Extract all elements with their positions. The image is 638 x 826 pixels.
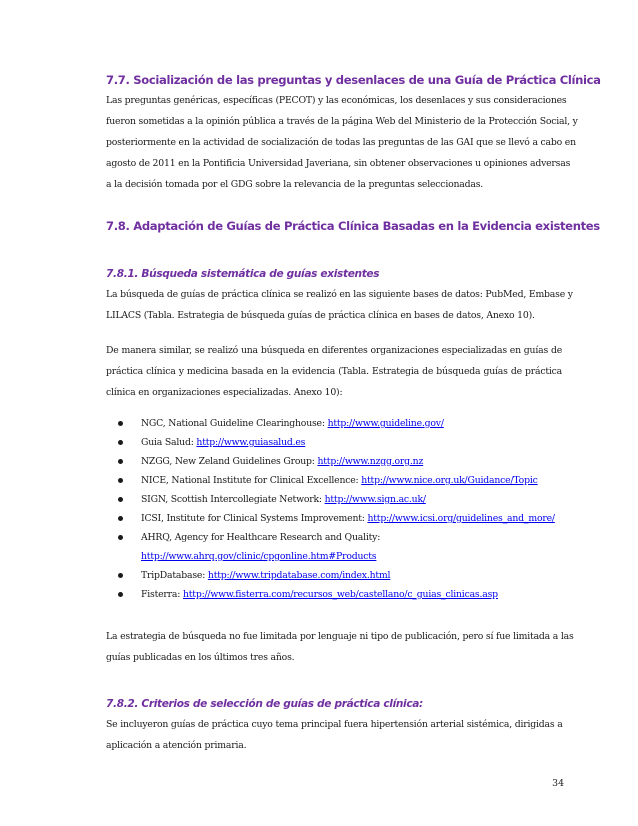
page-number: 34 xyxy=(552,778,564,789)
list-item xyxy=(106,471,566,490)
list-item xyxy=(106,566,566,585)
list-item xyxy=(106,509,566,528)
text-line: clínica en organizaciones especializadas. Anexo 10): xyxy=(106,387,343,398)
source-label: NZGG, New Zeland Guidelines Group: xyxy=(141,456,318,467)
list-item xyxy=(106,528,566,566)
source-label: TripDatabase: xyxy=(141,570,208,581)
source-link[interactable]: http://www.guiasalud.es xyxy=(196,437,306,448)
source-label: ICSI, Institute for Clinical Systems Improvement: xyxy=(141,513,368,524)
source-link[interactable]: http://www.icsi.org/guidelines_and_more/ xyxy=(367,513,555,524)
bullet-icon xyxy=(118,516,123,521)
list-item xyxy=(106,452,566,471)
source-label: Fisterra: xyxy=(141,589,183,600)
text-line: aplicación a atención primaria. xyxy=(106,740,247,751)
bullet-icon xyxy=(118,497,123,502)
source-link[interactable]: http://www.nzgg.org.nz xyxy=(317,456,424,467)
bullet-icon xyxy=(118,592,123,597)
heading-7-8: 7.8. Adaptación de Guías de Práctica Clínica Basadas en la Evidencia existentes xyxy=(106,219,600,233)
text-line: a la decisión tomada por el GDG sobre la relevancia de la preguntas seleccionadas. xyxy=(106,179,484,190)
bullet-icon xyxy=(118,535,123,540)
paragraph-7-8-1-c xyxy=(106,626,574,668)
heading-7-8-2: 7.8.2. Criterios de selección de guías de práctica clínica: xyxy=(106,698,423,710)
source-link[interactable]: http://www.nice.org.uk/Guidance/Topic xyxy=(361,475,538,486)
guideline-sources-list xyxy=(106,414,566,604)
text-line: La búsqueda de guías de práctica clínica se realizó en las siguiente bases de datos: PubMed, Embase y xyxy=(106,289,573,300)
text-line: Las preguntas genéricas, específicas (PECOT) y las económicas, los desenlaces y sus consideraciones xyxy=(106,95,567,106)
source-link[interactable]: http://www.tripdatabase.com/index.html xyxy=(207,570,391,581)
source-label: NICE, National Institute for Clinical Excellence: xyxy=(141,475,362,486)
source-label: NGC, National Guideline Clearinghouse: xyxy=(141,418,328,429)
text-line: posteriormente en la actividad de socialización de todas las preguntas de las GAI que se llevó a cabo en xyxy=(106,137,576,148)
text-line: De manera similar, se realizó una búsqueda en diferentes organizaciones especializadas en guías de xyxy=(106,345,562,356)
bullet-icon xyxy=(118,459,123,464)
text-line: agosto de 2011 en la Pontificia Universidad Javeriana, sin obtener observaciones u opiniones adversas xyxy=(106,158,571,169)
list-item xyxy=(106,414,566,433)
source-label: SIGN, Scottish Intercollegiate Network: xyxy=(141,494,325,505)
text-line: La estrategia de búsqueda no fue limitada por lenguaje ni tipo de publicación, pero sí fue limitada a las xyxy=(106,631,574,642)
paragraph-7-8-1-b xyxy=(106,340,562,403)
bullet-icon xyxy=(118,478,123,483)
paragraph-7-7 xyxy=(106,90,578,195)
source-label: AHRQ, Agency for Healthcare Research and Quality: xyxy=(141,532,381,543)
bullet-icon xyxy=(118,421,123,426)
list-item xyxy=(106,585,566,604)
source-link[interactable]: http://www.fisterra.com/recursos_web/castellano/c_guias_clinicas.asp xyxy=(182,589,498,600)
bullet-icon xyxy=(118,573,123,578)
paragraph-7-8-1-a xyxy=(106,284,573,326)
source-link[interactable]: http://www.sign.ac.uk/ xyxy=(324,494,426,505)
list-item xyxy=(106,433,566,452)
text-line: LILACS (Tabla. Estrategia de búsqueda guías de práctica clínica en bases de datos, Anexo 10). xyxy=(106,310,535,321)
text-line: Se incluyeron guías de práctica cuyo tema principal fuera hipertensión arterial sistémica, dirigidas a xyxy=(106,719,563,730)
text-line: práctica clínica y medicina basada en la evidencia (Tabla. Estrategia de búsqueda guías de práctica xyxy=(106,366,562,377)
bullet-icon xyxy=(118,440,123,445)
heading-7-8-1: 7.8.1. Búsqueda sistemática de guías existentes xyxy=(106,268,380,280)
source-link[interactable]: http://www.ahrq.gov/clinic/cpgonline.htm#Products xyxy=(141,551,377,562)
paragraph-7-8-2 xyxy=(106,714,562,756)
source-label: Guia Salud: xyxy=(141,437,197,448)
text-line: guías publicadas en los últimos tres años. xyxy=(106,652,295,663)
heading-7-7: 7.7. Socialización de las preguntas y desenlaces de una Guía de Práctica Clínica xyxy=(106,73,601,87)
text-line: fueron sometidas a la opinión pública a través de la página Web del Ministerio de la Protección Social, y xyxy=(106,116,578,127)
source-link[interactable]: http://www.guideline.gov/ xyxy=(327,418,444,429)
list-item xyxy=(106,490,566,509)
